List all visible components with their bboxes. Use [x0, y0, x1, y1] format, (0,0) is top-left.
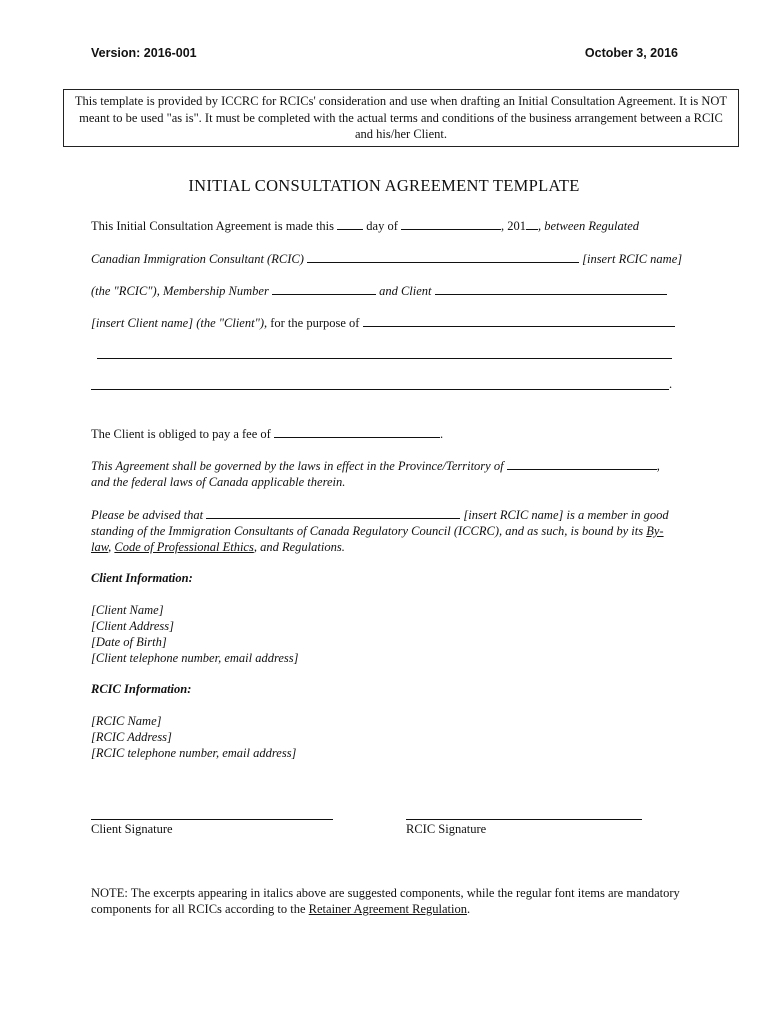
- fee-blank[interactable]: [274, 426, 440, 438]
- list-item: [Date of Birth]: [91, 635, 167, 649]
- agreement-line-1: [91, 218, 681, 234]
- governing-law-paragraph: [91, 458, 681, 490]
- note-end-period: .: [466, 902, 471, 916]
- retainer-agreement-regulation-link[interactable]: Retainer Agreement Regulation: [308, 902, 467, 916]
- template-notice-box: [63, 89, 739, 147]
- governing-law-text-b: , and the federal laws of Canada applicable therein.: [91, 459, 660, 489]
- fee-text: The Client is obliged to pay a fee of: [91, 427, 271, 441]
- note-text: NOTE: The excerpts appearing in italics above are suggested components, while the regular font items are mandatory components for all RCICs according to the: [91, 886, 680, 916]
- template-notice-text: This template is provided by ICCRC for RCICs' consideration and use when drafting an Initial Consultation Agreement. It is NOT meant to be used "as is". It must be completed with the actual terms and conditions of the business arrangement between a RCIC and his/her Client.: [74, 94, 728, 141]
- date-label: October 3, 2016: [584, 46, 678, 60]
- list-item: [Client telephone number, email address]: [91, 651, 299, 665]
- advised-paragraph: [91, 507, 681, 555]
- agreement-line-2: [91, 251, 681, 267]
- rcic-information-list: [91, 713, 296, 761]
- document-title: INITIAL CONSULTATION AGREEMENT TEMPLATE: [188, 176, 580, 195]
- version-label: Version: 2016-001: [91, 46, 197, 60]
- client-information-list: [91, 602, 299, 666]
- rcic-label-text: Canadian Immigration Consultant (RCIC): [91, 252, 304, 266]
- rcic-name-blank[interactable]: [307, 251, 579, 263]
- agreement-intro-text: This Initial Consultation Agreement is made this: [91, 219, 335, 233]
- advised-text-b: [insert RCIC name] is a member in good standing of the Immigration Consultants of Canada Regulatory Council (ICCRC), and as such, is bound by its: [91, 508, 669, 538]
- list-item: [Client Address]: [91, 619, 174, 633]
- year-blank[interactable]: [526, 218, 538, 230]
- list-item: [Client Name]: [91, 603, 164, 617]
- advised-rcic-name-blank[interactable]: [206, 507, 460, 519]
- client-signature-line[interactable]: [91, 819, 333, 820]
- day-of-text: day of: [366, 219, 398, 233]
- client-signature-label: Client Signature: [91, 822, 173, 836]
- agreement-line-3: [91, 283, 681, 299]
- purpose-end-period: .: [669, 377, 673, 391]
- bylaw-link[interactable]: By-law: [91, 524, 664, 554]
- purpose-continuation-line-1[interactable]: [97, 358, 672, 359]
- day-blank[interactable]: [337, 218, 363, 230]
- list-item: [RCIC telephone number, email address]: [91, 746, 297, 760]
- rcic-signature-label: RCIC Signature: [406, 822, 487, 836]
- agreement-line-4: [91, 315, 681, 331]
- fee-line: [91, 426, 681, 442]
- client-name-blank[interactable]: [435, 283, 667, 295]
- purpose-text: for the purpose of: [270, 316, 360, 330]
- governing-law-text-a: This Agreement shall be governed by the laws in effect in the Province/Territory of: [91, 459, 504, 473]
- advised-text-c: , and Regulations.: [253, 540, 345, 554]
- insert-client-name-text: [insert Client name] (the "Client"),: [91, 316, 268, 330]
- rcic-signature-line[interactable]: [406, 819, 642, 820]
- advised-comma: ,: [108, 540, 112, 554]
- rcic-information-heading: RCIC Information:: [91, 682, 192, 696]
- month-blank[interactable]: [401, 218, 501, 230]
- purpose-continuation-line-2[interactable]: [91, 389, 669, 390]
- and-client-text: and Client: [379, 284, 432, 298]
- code-of-ethics-link[interactable]: Code of Professional Ethics: [114, 540, 254, 554]
- membership-text: (the "RCIC"), Membership Number: [91, 284, 269, 298]
- client-information-heading: Client Information:: [91, 571, 193, 585]
- purpose-blank[interactable]: [363, 315, 675, 327]
- note-paragraph: [91, 885, 681, 917]
- document-header: [91, 46, 678, 66]
- membership-number-blank[interactable]: [272, 283, 376, 295]
- insert-rcic-name-text: [insert RCIC name]: [582, 252, 683, 266]
- list-item: [RCIC Name]: [91, 714, 162, 728]
- year-prefix-text: , 201: [501, 219, 526, 233]
- fee-end-period: .: [439, 427, 444, 441]
- between-text: , between Regulated: [538, 219, 640, 233]
- province-blank[interactable]: [507, 458, 657, 470]
- list-item: [RCIC Address]: [91, 730, 172, 744]
- advised-text-a: Please be advised that: [91, 508, 204, 522]
